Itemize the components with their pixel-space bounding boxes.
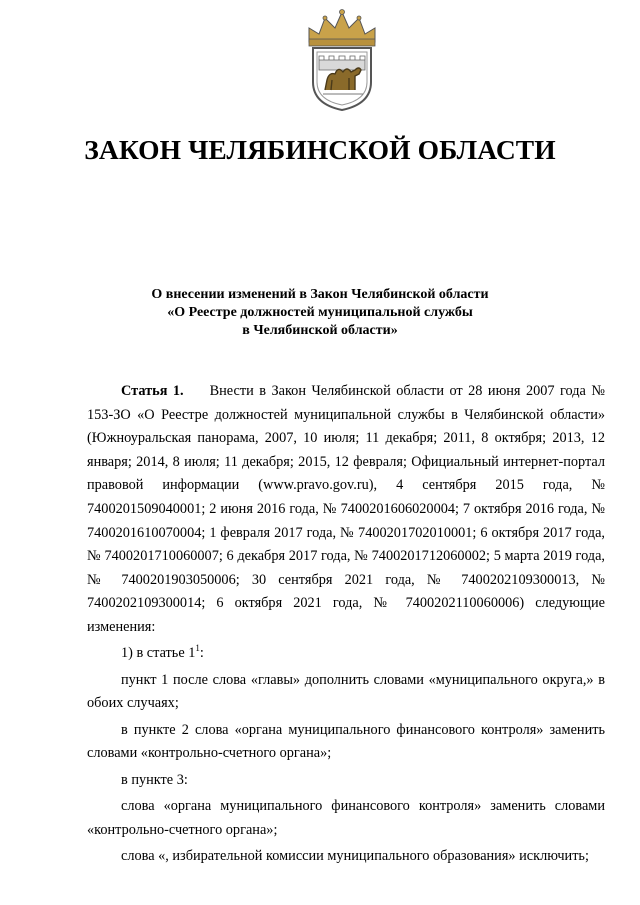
law-subtitle: [0, 286, 640, 340]
list-item: слова «, избирательной комиссии муниципального образования» исключить;: [121, 848, 589, 865]
article-heading: Статья 1.: [121, 383, 184, 399]
coat-of-arms-icon: [301, 8, 383, 112]
item-superscript: 1: [195, 643, 200, 654]
item-colon: :: [199, 645, 204, 662]
list-item: [87, 642, 605, 666]
article-paragraph: [87, 380, 605, 640]
list-item: в пункте 3:: [121, 771, 188, 788]
list-item: слова «органа муниципального финансового контроля» заменить словами «контрольно-счетного органа»;: [87, 798, 605, 838]
list-item: пункт 1 после слова «главы» дополнить словами «муниципального округа,» в обоих случаях;: [87, 671, 605, 712]
article-text: Внести в Закон Челябинской области от 28 июня 2007 года № 153-ЗО «О Реестре должностей муниципальной службы в Челябинской области» (Южноуральская панорама, 2007, 10 июля; 11 декабря; 2011, 8 октября; 2013, 12 января; 2014, 8 июля; 11 декабря; 2015, 12 февраля; Официальный интернет-портал правовой информации (www.pravo.gov.ru), 4 сентября 2015 года, № 7400201509040001; 2 июня 2016 года, № 7400201606020004; 7 октября 2016 года, № 7400201610070004; 1 февраля 2017 года, № 7400201702010001; 6 октября 2017 года, № 7400201710060007; 6 декабря 2017 года, № 7400201712060002; 5 марта 2019 года, № 7400201903050006; 30 сентября 2021 года, № 7400202109300013, № 7400202109300014; 6 октября 2021 года, № 7400202110060006) следующие изменения:: [87, 383, 605, 635]
page-title: ЗАКОН ЧЕЛЯБИНСКОЙ ОБЛАСТИ: [84, 134, 556, 165]
subtitle-line: «О Реестре должностей муниципальной службы: [167, 305, 473, 320]
list-item: в пункте 2 слова «органа муниципального финансового контроля» заменить словами «контрольно-счетного органа»;: [87, 721, 605, 762]
subtitle-line: в Челябинской области»: [242, 323, 398, 338]
document-body: [87, 380, 605, 869]
subtitle-line: О внесении изменений в Закон Челябинской области: [151, 287, 489, 302]
item-label: 1) в статье 1: [121, 645, 196, 662]
